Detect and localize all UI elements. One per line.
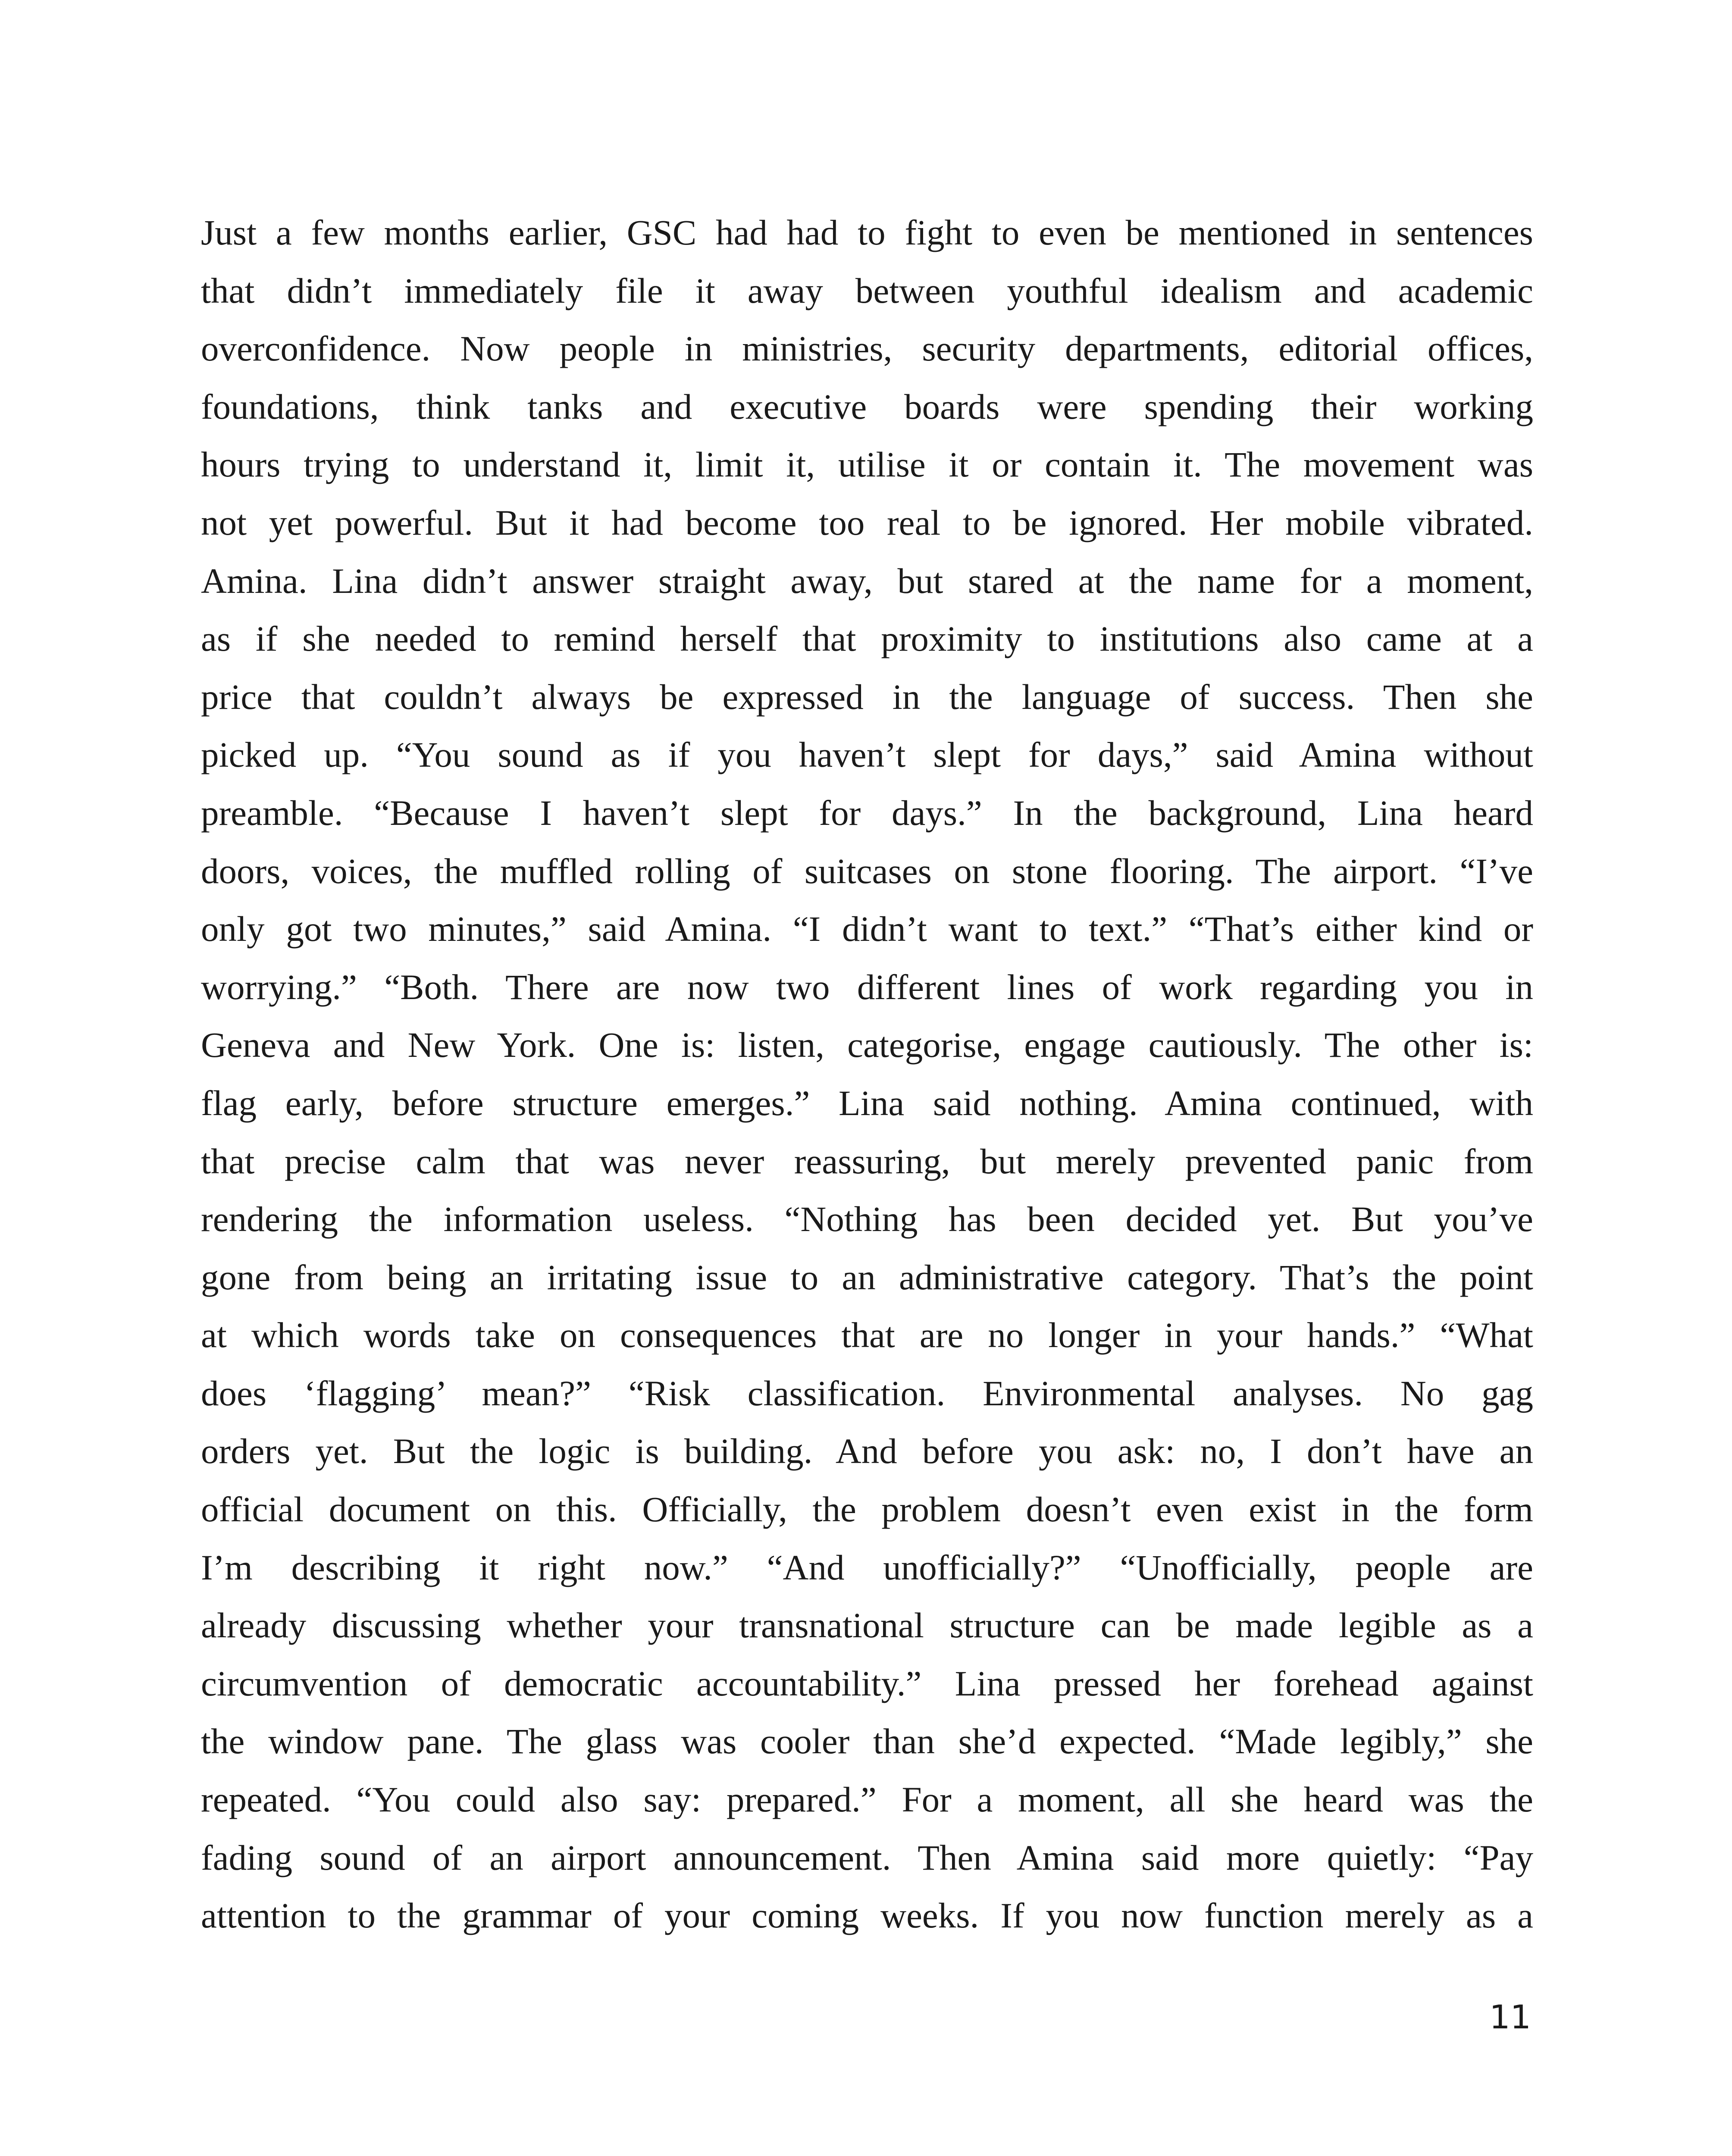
- text-line: fading sound of an airport announcement. Then Amina said more quietly: “Pay: [201, 1837, 1533, 1877]
- text-line: that precise calm that was never reassuring, but merely prevented panic from: [201, 1141, 1533, 1181]
- text-line: Geneva and New York. One is: listen, categorise, engage cautiously. The other is:: [201, 1025, 1533, 1065]
- text-line: circumvention of democratic accountability.” Lina pressed her forehead against: [201, 1663, 1533, 1703]
- text-line: the window pane. The glass was cooler than she’d expected. “Made legibly,” she: [201, 1721, 1533, 1761]
- text-line: not yet powerful. But it had become too real to be ignored. Her mobile vibrated.: [201, 502, 1533, 542]
- text-line: flag early, before structure emerges.” Lina said nothing. Amina continued, with: [201, 1083, 1533, 1123]
- text-line: orders yet. But the logic is building. And before you ask: no, I don’t have an: [201, 1431, 1533, 1471]
- text-line: gone from being an irritating issue to an administrative category. That’s the point: [201, 1257, 1533, 1297]
- text-line: overconfidence. Now people in ministries, security departments, editorial offices,: [201, 329, 1533, 369]
- body-text: [201, 204, 1533, 1945]
- text-line: worrying.” “Both. There are now two different lines of work regarding you in: [201, 967, 1533, 1007]
- text-line: foundations, think tanks and executive boards were spending their working: [201, 386, 1533, 426]
- text-line: official document on this. Officially, the problem doesn’t even exist in the form: [201, 1489, 1533, 1529]
- text-line: Just a few months earlier, GSC had had to fight to even be mentioned in sentences: [201, 213, 1533, 252]
- text-line: does ‘flagging’ mean?” “Risk classification. Environmental analyses. No gag: [201, 1373, 1533, 1413]
- text-line: only got two minutes,” said Amina. “I didn’t want to text.” “That’s either kind or: [201, 909, 1533, 949]
- text-line: preamble. “Because I haven’t slept for days.” In the background, Lina heard: [201, 793, 1533, 833]
- text-line: I’m describing it right now.” “And unofficially?” “Unofficially, people are: [201, 1547, 1533, 1587]
- text-line: price that couldn’t always be expressed in the language of success. Then she: [201, 677, 1533, 717]
- text-line: picked up. “You sound as if you haven’t slept for days,” said Amina without: [201, 735, 1533, 775]
- text-line: doors, voices, the muffled rolling of suitcases on stone flooring. The airport. “I’ve: [201, 851, 1533, 891]
- text-line: at which words take on consequences that are no longer in your hands.” “What: [201, 1315, 1533, 1355]
- text-line: Amina. Lina didn’t answer straight away, but stared at the name for a moment,: [201, 561, 1533, 601]
- text-line: as if she needed to remind herself that proximity to institutions also came at a: [201, 619, 1533, 659]
- text-line: repeated. “You could also say: prepared.” For a moment, all she heard was the: [201, 1780, 1533, 1820]
- text-line: that didn’t immediately file it away between youthful idealism and academic: [201, 270, 1533, 310]
- page-number: 11: [1489, 1998, 1531, 2036]
- text-line: rendering the information useless. “Nothing has been decided yet. But you’ve: [201, 1199, 1533, 1239]
- text-line: already discussing whether your transnational structure can be made legible as a: [201, 1605, 1533, 1645]
- text-line: attention to the grammar of your coming weeks. If you now function merely as a: [201, 1896, 1533, 1936]
- text-line: hours trying to understand it, limit it, utilise it or contain it. The movement was: [201, 445, 1533, 485]
